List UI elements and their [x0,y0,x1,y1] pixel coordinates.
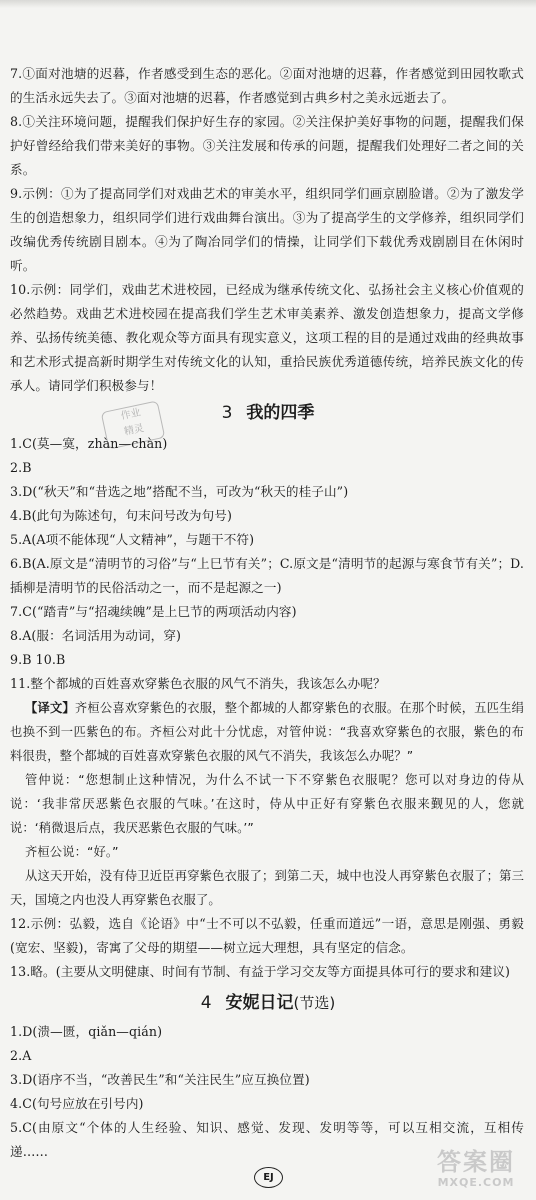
s3-answer-q11: 11.整个都城的百姓喜欢穿紫色衣服的风气不消失，我该怎么办呢？ [10,676,386,691]
s3-answer-q3: 3.D(“秋天”和“昔选之地”搭配不当，可改为“秋天的桂子山”) [10,484,349,499]
s3-answer-q9-10: 9.B 10.B [10,652,66,667]
s3-answer-q1: 1.C(莫—寞，zhàn—chàn) [10,436,168,451]
s3-answer-q6: 6.B(A.原文是“清明节的习俗”与“上巳节有关”；C.原文是“清明节的起源与寒食节有关”；D.插柳是清明节的民俗活动之一，而不是起源之一) [10,556,524,595]
translation-label: 【译文】 [25,701,75,715]
s3-answer-q4: 4.B(此句为陈述句，句末问号改为句号) [10,508,233,523]
homework-stamp-logo: 作业 精灵 [101,400,166,449]
answer-q8: 8.①关注环境问题，提醒我们保护好生存的家园。②关注保护美好事物的问题，提醒我们保护好曾经给我们带来美好的事物。③关注发展和传承的问题，提醒我们处理好二者之间的关系。 [10,114,524,177]
translation-paragraph-4: 从这天开始，没有侍卫近臣再穿紫色衣服了；到第二天，城中也没人再穿紫色衣服了；第三天，国境之内也没人再穿紫色衣服了。 [10,869,524,907]
answer-q9: 9.示例：①为了提高同学们对戏曲艺术的审美水平，组织同学们画京剧脸谱。②为了激发学生的创造想象力，组织同学们进行戏曲舞台演出。③为了提高学生的文学修养，组织同学们改编优秀传统剧目剧本。④为了陶冶同学们的情操，让同学们下载优秀戏剧剧目在休闲时听。 [10,186,524,273]
s3-answer-q7: 7.C(“踏青”与“招魂续魄”是上巳节的两项活动内容) [10,604,297,619]
answer-q7: 7.①面对池塘的迟暮，作者感受到生态的恶化。②面对池塘的迟暮，作者感觉到田园牧歌式的生活永远失去了。③面对池塘的迟暮，作者感觉到古典乡村之美永远逝去了。 [10,66,524,105]
site-watermark-logo: 答案圈 MXQE.COM [437,1148,515,1189]
translation-paragraph-2: 管仲说：“您想制止这种情况，为什么不试一下不穿紫色衣服呢？您可以对身边的侍从说：‘我非常厌恶紫色衣服的气味。’在这时，侍从中正好有穿紫色衣服来觐见的人，您就说：‘稍微退后点，我厌恶紫色衣服的气味。’” [10,773,524,835]
section-3-title: 我的四季 [246,403,315,423]
section-3-number: 3 [221,403,233,423]
answer-q10: 10.示例：同学们，戏曲艺术进校园，已经成为继承传统文化、弘扬社会主义核心价值观的必然趋势。戏曲艺术进校园在提高我们学生艺术审美素养、激发创造想象力，提高文学修养、弘扬传统美德、教化观众等方面具有现实意义，这项工程的目的是通过戏曲的经典故事和艺术形式提高新时期学生对传统文化的认知，重拾民族优秀道德传统，培养民族文化的传承人。请同学们积极参与！ [10,282,524,393]
s4-answer-q4: 4.C(句号应放在引号内) [10,1096,144,1111]
section-3-heading [0,400,536,426]
page-top-edge [0,0,536,8]
s4-answer-q3: 3.D(语序不当，“改善民生”和“关注民生”应互换位置) [10,1072,310,1087]
s3-answer-q2: 2.B [10,460,32,475]
s3-answer-q13: 13.略。(主要从文明健康、时间有节制、有益于学习交友等方面提具体可行的要求和建议) [10,964,511,979]
s4-answer-q5: 5.C(由原文“个体的人生经验、知识、感觉、发现、发明等等，可以互相交流，互相传递…… [10,1120,524,1159]
translation-paragraph-3: 齐桓公说：“好。” [25,845,119,859]
s3-answer-q12: 12.示例：弘毅，选自《论语》中“士不可以不弘毅，任重而道远”一语，意思是刚强、勇毅(宽宏、坚毅)，寄寓了父母的期望——树立远大理想，具有坚定的信念。 [10,916,524,955]
section-4-heading [0,990,536,1016]
page-footer-badge: EJ [254,1167,283,1188]
section-4-subtitle: (节选) [293,994,336,1012]
s4-answer-q2: 2.A [10,1048,32,1063]
section-4-number: 4 [200,993,212,1013]
s3-answer-q5: 5.A(A项不能体现“人文精神”，与题干不符) [10,532,255,547]
s4-answer-q1: 1.D(溃—匮，qiǎn—qián) [10,1024,163,1039]
section-4-title: 安妮日记 [225,993,294,1013]
s3-answer-q8: 8.A(服：名词活用为动词，穿) [10,628,182,643]
translation-paragraph-1: 【译文】齐桓公喜欢穿紫色的衣服，整个都城的人都穿紫色的衣服。在那个时候，五匹生绢也换不到一匹紫色的布。齐桓公对此十分忧虑，对管仲说：“我喜欢穿紫色的衣服，紫色的布料很贵，整个都城的百姓喜欢穿紫色衣服的风气不消失，我该怎么办呢？” [10,701,525,763]
